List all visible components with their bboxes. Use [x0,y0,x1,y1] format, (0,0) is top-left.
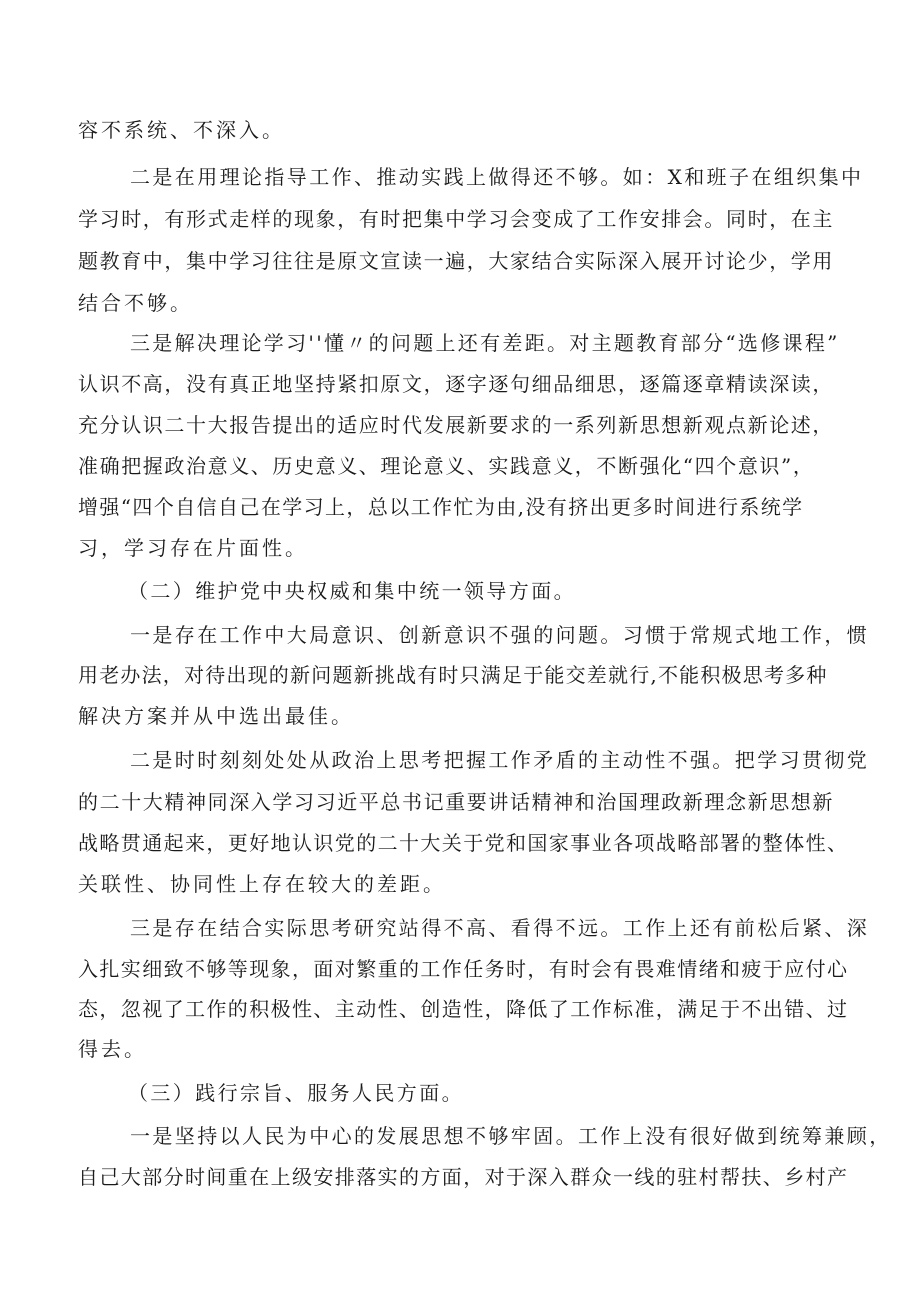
text-line: 入扎实细致不够等现象，面对繁重的工作任务时，有时会有畏难情绪和疲于应付心 [78,957,849,981]
paragraph-start-line: 一是存在工作中大局意识、创新意识不强的问题。习惯于常规式地工作，惯 [130,623,870,647]
text-line: 增强“四个自信自己在学习上，总以工作忙为由,没有挤出更多时间进行系统学 [78,495,804,519]
text-line: 容不系统、不深入。 [78,118,285,142]
section-heading: （二）维护党中央权威和集中统一领导方面。 [128,579,576,603]
paragraph-start-line: 二是时时刻刻处处从政治上思考把握工作矛盾的主动性不强。把学习贯彻党 [130,748,870,772]
paragraph-start-line: 二是在用理论指导工作、推动实践上做得还不够。如：X和班子在组织集中 [130,165,864,189]
text-line: 自己大部分时间重在上级安排落实的方面，对于深入群众一线的驻村帮扶、乡村产 [78,1165,849,1189]
text-line: 态，忽视了工作的积极性、主动性、创造性，降低了工作标准，满足于不出错、过 [78,997,849,1021]
paragraph-start-line: 三是存在结合实际思考研究站得不高、看得不远。工作上还有前松后紧、深 [130,916,870,940]
text-line: 解决方案并从中选出最佳。 [78,704,354,728]
text-line: 得去。 [78,1037,147,1061]
text-line: 用老办法，对待出现的新问题新挑战有时只满足于能交差就行,不能积极思考多种 [78,663,828,687]
text-line: 结合不够。 [78,291,193,315]
text-line: 认识不高，没有真正地坚持紧扣原文，逐字逐句细品细思，逐篇逐章精读深读， [78,372,834,396]
text-line: 准确把握政治意义、历史意义、理论意义、实践意义，不断强化“四个意识”， [78,454,815,478]
text-line: 习，学习存在片面性。 [78,536,308,560]
text-line: 的二十大精神同深入学习习近平总书记重要讲话精神和治国理政新理念新思想新 [78,790,834,814]
text-line: 关联性、协同性上存在较大的差距。 [78,872,446,896]
paragraph-start-line: 三是解决理论学习''懂〃的问题上还有差距。对主题教育部分“选修课程” [130,331,840,355]
text-line: 学习时，有形式走样的现象，有时把集中学习会变成了工作安排会。同时，在主 [78,207,834,231]
text-line: 战略贯通起来，更好地认识党的二十大关于党和国家事业各项战略部署的整体性、 [78,831,849,855]
section-heading: （三）践行宗旨、服务人民方面。 [128,1081,464,1105]
text-line: 充分认识二十大报告提出的适应时代发展新要求的一系列新思想新观点新论述， [78,413,834,437]
text-line: 题教育中，集中学习往往是原文宣读一遍，大家结合实际深入展开讨论少，学用 [78,249,834,273]
paragraph-start-line: 一是坚持以人民为中心的发展思想不够牢固。工作上没有很好做到统筹兼顾， [130,1124,892,1148]
